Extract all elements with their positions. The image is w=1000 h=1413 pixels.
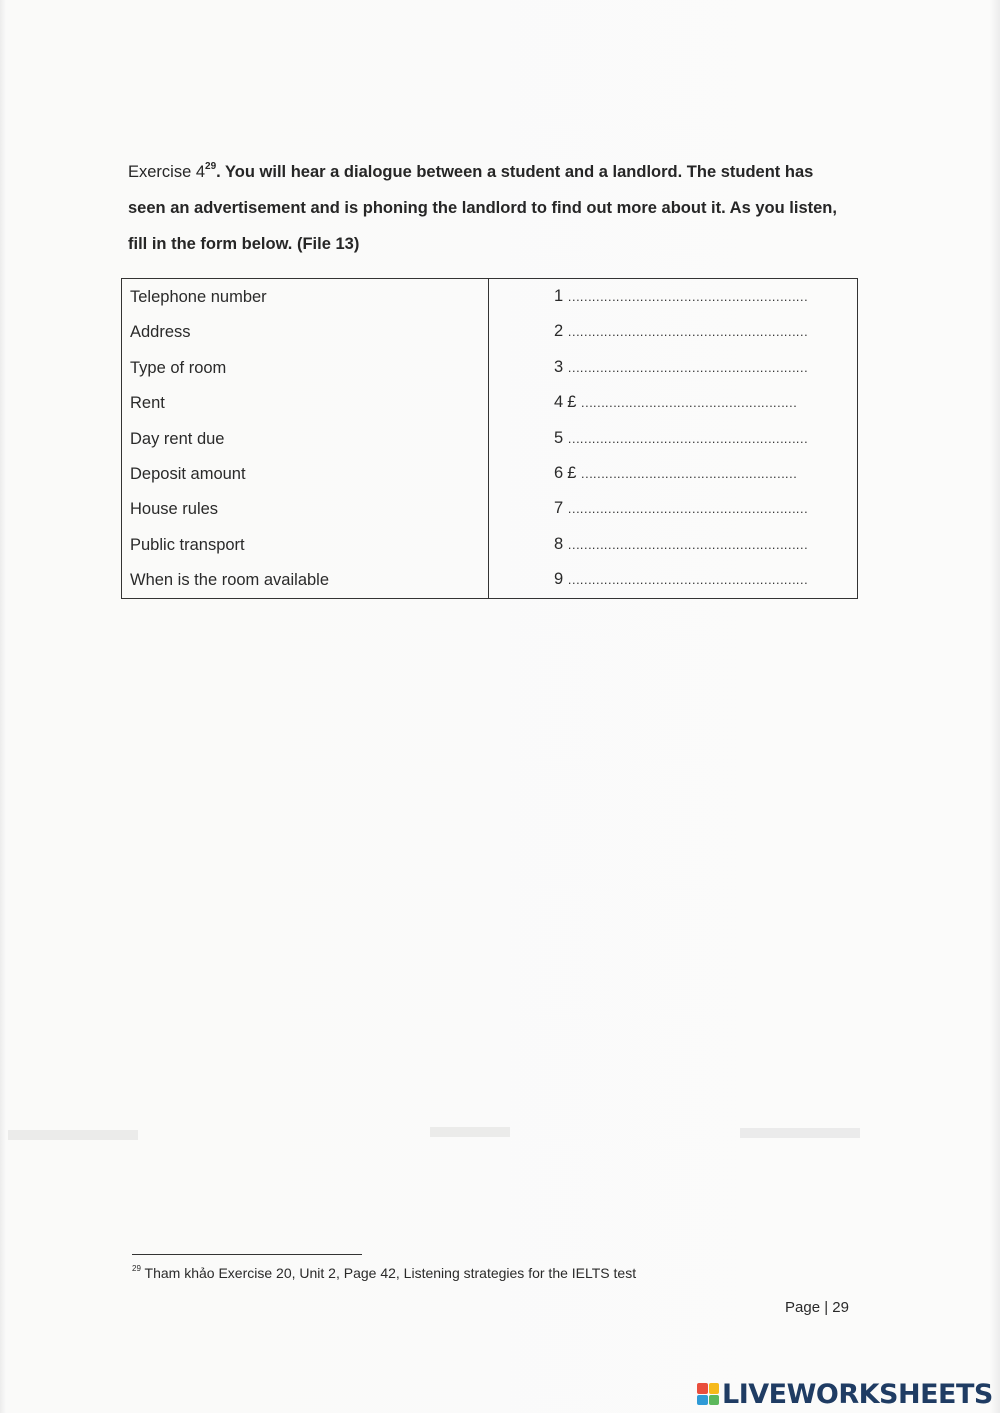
- form-row: [122, 426, 857, 461]
- answer-blank[interactable]: [554, 464, 796, 483]
- answer-number: 5: [554, 428, 564, 447]
- form-row-label: House rules: [130, 500, 219, 519]
- answer-number: 3: [554, 357, 564, 376]
- answer-dotted-line: ……………………………………………………: [567, 536, 808, 552]
- answer-number: 6: [554, 464, 564, 482]
- form-row-label: Public transport: [130, 535, 245, 554]
- form-row-label: Type of room: [130, 358, 227, 377]
- form-row-label: When is the room available: [130, 571, 330, 590]
- answer-dotted-line: ……………………………………………………: [567, 501, 808, 517]
- answer-number: 9: [554, 570, 564, 589]
- answer-blank[interactable]: [554, 322, 807, 341]
- answer-blank[interactable]: [554, 358, 807, 377]
- answer-number: 8: [554, 534, 564, 553]
- footnote-text: Tham khảo Exercise 20, Unit 2, Page 42, Listening strategies for the IELTS test: [144, 1265, 637, 1281]
- footnote-divider: [132, 1254, 362, 1255]
- answer-dotted-line: ……………………………………………………: [567, 289, 808, 304]
- form-row: [122, 319, 857, 354]
- answer-number: 4: [554, 393, 564, 412]
- answer-dotted-line: ……………………………………………………: [567, 359, 808, 375]
- brand-text: LIVEWORKSHEETS: [722, 1378, 993, 1410]
- form-row-label: Deposit amount: [130, 465, 246, 483]
- form-row: [122, 355, 857, 390]
- exercise-instructions: [128, 154, 848, 262]
- form-row: [122, 284, 857, 319]
- scan-artifact: [430, 1127, 510, 1137]
- answer-dotted-line: ………………………………………………: [580, 395, 797, 411]
- answer-dotted-line: ……………………………………………………: [567, 324, 808, 340]
- form-row: [122, 496, 857, 531]
- answer-dotted-line: ………………………………………………: [580, 466, 797, 481]
- form-row-label: Rent: [130, 394, 165, 413]
- answer-blank[interactable]: [554, 393, 796, 412]
- answer-blank[interactable]: [554, 499, 807, 518]
- answer-dotted-line: ……………………………………………………: [567, 430, 808, 446]
- listening-form-table: [121, 278, 858, 599]
- footnote-reference: 29: [205, 160, 217, 172]
- liveworksheets-logo-icon: [697, 1383, 719, 1405]
- answer-blank[interactable]: [554, 570, 807, 589]
- footnote: [132, 1265, 636, 1281]
- form-row-label: Telephone number: [130, 288, 267, 306]
- currency-prefix: £: [567, 464, 577, 482]
- answer-number: 7: [554, 499, 564, 518]
- scan-artifact: [740, 1128, 860, 1138]
- exercise-text: . You will hear a dialogue between a student and a landlord. The student has seen an advertisement and is phoning the landlord to find out more about it. As you listen, fill in the form below. (File 13): [128, 163, 837, 253]
- form-row-label: Day rent due: [130, 429, 225, 448]
- form-row: [122, 532, 857, 567]
- exercise-label: Exercise 4: [128, 163, 206, 181]
- form-row: [122, 567, 857, 602]
- answer-blank[interactable]: [554, 429, 807, 448]
- footnote-number: 29: [132, 1264, 141, 1274]
- answer-number: 1: [554, 287, 564, 305]
- currency-prefix: £: [567, 393, 577, 412]
- page-number: Page | 29: [785, 1299, 849, 1316]
- form-row: [122, 461, 857, 496]
- answer-blank[interactable]: [554, 287, 807, 306]
- liveworksheets-brand[interactable]: [697, 1379, 993, 1409]
- answer-number: 2: [554, 322, 564, 341]
- form-row: [122, 390, 857, 425]
- scan-artifact: [8, 1130, 138, 1140]
- answer-blank[interactable]: [554, 535, 807, 554]
- form-row-label: Address: [130, 323, 191, 342]
- answer-dotted-line: ……………………………………………………: [567, 572, 808, 588]
